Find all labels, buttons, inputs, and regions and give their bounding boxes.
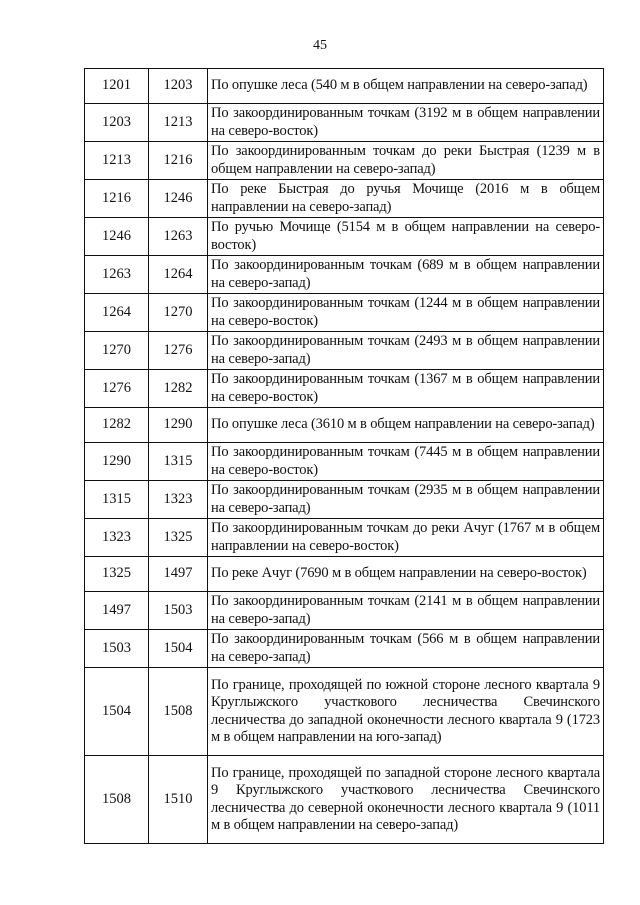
point-to-cell: 1216	[149, 142, 208, 180]
point-to-cell: 1282	[149, 370, 208, 408]
point-from-cell: 1315	[85, 481, 149, 519]
table-row	[85, 443, 604, 481]
table-row	[85, 408, 604, 443]
point-to-cell: 1503	[149, 592, 208, 630]
point-to-cell: 1497	[149, 557, 208, 592]
point-from-cell: 1270	[85, 332, 149, 370]
point-from-cell: 1323	[85, 519, 149, 557]
table-row	[85, 592, 604, 630]
point-from-cell: 1203	[85, 104, 149, 142]
point-from-cell: 1264	[85, 294, 149, 332]
page-number: 45	[313, 38, 327, 53]
point-from-cell: 1497	[85, 592, 149, 630]
table-row	[85, 557, 604, 592]
point-to-cell: 1276	[149, 332, 208, 370]
description-cell: По опушке леса (3610 м в общем направлении на северо-запад)	[208, 408, 604, 443]
description-cell: По опушке леса (540 м в общем направлении на северо-запад)	[208, 69, 604, 104]
description-cell: По закоординированным точкам (7445 м в общем направлении на северо-восток)	[208, 443, 604, 481]
table-row	[85, 630, 604, 668]
point-to-cell: 1323	[149, 481, 208, 519]
point-from-cell: 1508	[85, 756, 149, 844]
point-to-cell: 1264	[149, 256, 208, 294]
table-row	[85, 69, 604, 104]
point-from-cell: 1201	[85, 69, 149, 104]
point-from-cell: 1282	[85, 408, 149, 443]
boundary-table	[84, 68, 604, 844]
description-cell: По закоординированным точкам (2141 м в общем направлении на северо-запад)	[208, 592, 604, 630]
point-from-cell: 1325	[85, 557, 149, 592]
table-row	[85, 332, 604, 370]
description-cell: По закоординированным точкам (2935 м в общем направлении на северо-запад)	[208, 481, 604, 519]
description-cell: По ручью Мочище (5154 м в общем направлении на северо-восток)	[208, 218, 604, 256]
table-row	[85, 104, 604, 142]
description-cell: По закоординированным точкам (689 м в общем направлении на северо-запад)	[208, 256, 604, 294]
point-to-cell: 1203	[149, 69, 208, 104]
point-from-cell: 1216	[85, 180, 149, 218]
point-to-cell: 1270	[149, 294, 208, 332]
description-cell: По закоординированным точкам (2493 м в общем направлении на северо-запад)	[208, 332, 604, 370]
table-row	[85, 218, 604, 256]
description-cell: По закоординированным точкам (3192 м в общем направлении на северо-восток)	[208, 104, 604, 142]
table-row	[85, 256, 604, 294]
point-to-cell: 1263	[149, 218, 208, 256]
table-row	[85, 756, 604, 844]
point-to-cell: 1504	[149, 630, 208, 668]
description-cell: По закоординированным точкам (566 м в общем направлении на северо-запад)	[208, 630, 604, 668]
point-to-cell: 1510	[149, 756, 208, 844]
description-cell: По границе, проходящей по южной стороне лесного квартала 9 Круглыжского участкового лесничества Свечинского лесничества до западной оконечности лесного квартала 9 (1723 м в общем направлении на юго-запад)	[208, 668, 604, 756]
point-to-cell: 1325	[149, 519, 208, 557]
point-from-cell: 1503	[85, 630, 149, 668]
table-row	[85, 294, 604, 332]
description-cell: По закоординированным точкам (1367 м в общем направлении на северо-восток)	[208, 370, 604, 408]
description-cell: По закоординированным точкам до реки Быстрая (1239 м в общем направлении на северо-запад)	[208, 142, 604, 180]
boundary-table-body	[85, 69, 604, 844]
point-to-cell: 1508	[149, 668, 208, 756]
table-row	[85, 668, 604, 756]
table-row	[85, 370, 604, 408]
point-from-cell: 1290	[85, 443, 149, 481]
point-from-cell: 1276	[85, 370, 149, 408]
point-from-cell: 1213	[85, 142, 149, 180]
table-row	[85, 481, 604, 519]
description-cell: По границе, проходящей по западной стороне лесного квартала 9 Круглыжского участкового лесничества Свечинского лесничества до северной оконечности лесного квартала 9 (1011 м в общем направлении на северо-запад)	[208, 756, 604, 844]
point-to-cell: 1246	[149, 180, 208, 218]
point-from-cell: 1246	[85, 218, 149, 256]
point-to-cell: 1315	[149, 443, 208, 481]
description-cell: По реке Быстрая до ручья Мочище (2016 м в общем направлении на северо-запад)	[208, 180, 604, 218]
table-row	[85, 519, 604, 557]
description-cell: По закоординированным точкам (1244 м в общем направлении на северо-восток)	[208, 294, 604, 332]
point-to-cell: 1213	[149, 104, 208, 142]
point-to-cell: 1290	[149, 408, 208, 443]
description-cell: По реке Ачуг (7690 м в общем направлении на северо-восток)	[208, 557, 604, 592]
table-row	[85, 180, 604, 218]
point-from-cell: 1504	[85, 668, 149, 756]
description-cell: По закоординированным точкам до реки Ачуг (1767 м в общем направлении на северо-восток)	[208, 519, 604, 557]
point-from-cell: 1263	[85, 256, 149, 294]
table-row	[85, 142, 604, 180]
